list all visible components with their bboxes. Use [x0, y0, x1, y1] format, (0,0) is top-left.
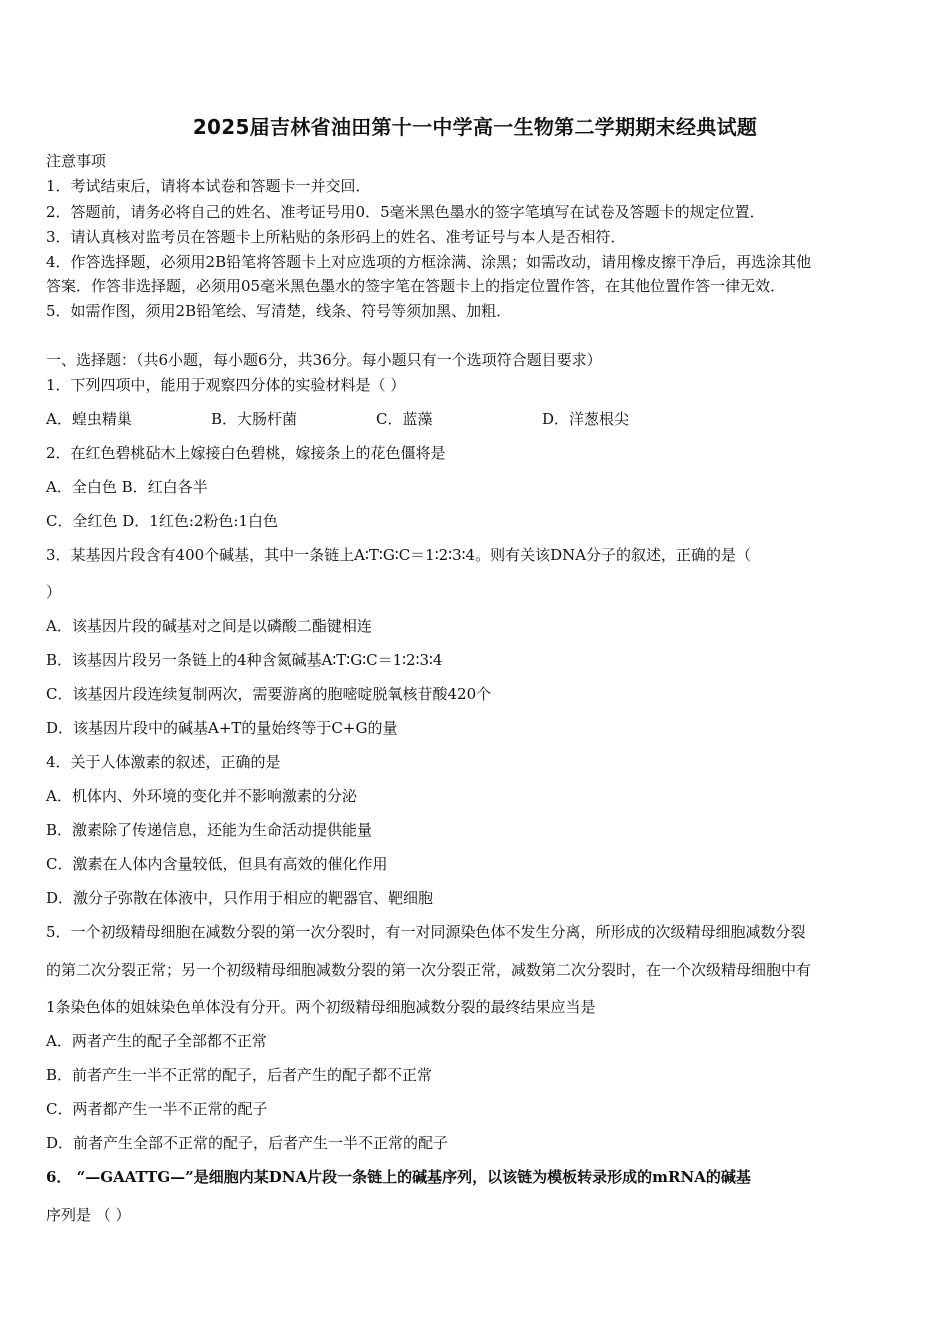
- question-5-option-d: D．前者产生全部不正常的配子，后者产生一半不正常的配子: [46, 1134, 449, 1152]
- question-1-option-d: D．洋葱根尖: [542, 410, 630, 428]
- question-2-options-row-2: C．全红色 D．1红色:2粉色:1白色: [46, 512, 279, 530]
- question-5-stem: 5．一个初级精母细胞在减数分裂的第一次分裂时，有一对同源染色体不发生分离，所形成的次级精母细胞减数分裂: [46, 923, 806, 941]
- question-3-option-a: A．该基因片段的碱基对之间是以磷酸二酯键相连: [46, 617, 372, 635]
- question-4-option-d: D．激分子弥散在体液中，只作用于相应的靶器官、靶细胞: [46, 889, 434, 907]
- question-2-stem: 2．在红色碧桃砧木上嫁接白色碧桃，嫁接条上的花色僵将是: [46, 444, 446, 462]
- question-3-option-b: B．该基因片段另一条链上的4种含氮碱基A∶T∶G∶C＝1∶2∶3∶4: [46, 651, 443, 669]
- question-4-option-c: C．激素在人体内含量较低，但具有高效的催化作用: [46, 855, 388, 873]
- question-3-option-d: D．该基因片段中的碱基A+T的量始终等于C+G的量: [46, 719, 398, 737]
- notice-item: 5．如需作图，须用2B铅笔绘、写清楚，线条、符号等须加黑、加粗．: [46, 302, 512, 320]
- page-title: 2025届吉林省油田第十一中学高一生物第二学期期末经典试题: [192, 115, 758, 139]
- notice-item: 4．作答选择题，必须用2B铅笔将答题卡上对应选项的方框涂满、涂黑；如需改动，请用橡皮擦干净后，再选涂其他: [46, 253, 812, 271]
- question-4-option-b: B．激素除了传递信息，还能为生命活动提供能量: [46, 821, 373, 839]
- question-4-stem: 4．关于人体激素的叙述，正确的是: [46, 753, 281, 771]
- question-1-option-a: A．蝗虫精巢: [46, 410, 132, 428]
- question-1-stem: 1．下列四项中，能用于观察四分体的实验材料是（ ）: [46, 376, 406, 394]
- question-4-option-a: A．机体内、外环境的变化并不影响激素的分泌: [46, 787, 357, 805]
- question-6-stem: 6． “—GAATTG—”是细胞内某DNA片段一条链上的碱基序列，以该链为模板转录形成的mRNA的碱基: [46, 1168, 751, 1186]
- notice-item: 3．请认真核对监考员在答题卡上所粘贴的条形码上的姓名、准考证号与本人是否相符．: [46, 228, 626, 246]
- section-heading: 一、选择题：（共6小题，每小题6分，共36分。每小题只有一个选项符合题目要求）: [46, 351, 602, 369]
- question-6-stem-cont: 序列是 （ ）: [46, 1206, 131, 1224]
- question-5-option-c: C．两者都产生一半不正常的配子: [46, 1100, 268, 1118]
- question-2-options-row-1: A．全白色 B．红白各半: [46, 478, 208, 496]
- question-1-option-c: C．蓝藻: [376, 410, 433, 428]
- question-5-option-b: B．前者产生一半不正常的配子，后者产生的配子都不正常: [46, 1066, 433, 1084]
- question-3-stem: 3．某基因片段含有400个碱基，其中一条链上A∶T∶G∶C＝1∶2∶3∶4。则有关该DNA分子的叙述，正确的是（: [46, 546, 752, 564]
- notice-item: 答案．作答非选择题，必须用05毫米黑色墨水的签字笔在答题卡上的指定位置作答，在其他位置作答一律无效．: [46, 277, 786, 295]
- question-5-stem-cont: 1条染色体的姐妹染色单体没有分开。两个初级精母细胞减数分裂的最终结果应当是: [46, 998, 596, 1016]
- question-1-option-b: B．大肠杆菌: [211, 410, 298, 428]
- question-5-stem-cont: 的第二次分裂正常；另一个初级精母细胞减数分裂的第一次分裂正常，减数第二次分裂时，在一个次级精母细胞中有: [46, 961, 812, 979]
- question-3-option-c: C．该基因片段连续复制两次，需要游离的胞嘧啶脱氧核苷酸420个: [46, 685, 492, 703]
- notice-item: 1．考试结束后，请将本试卷和答题卡一并交回．: [46, 177, 371, 195]
- question-3-stem-cont: ）: [46, 583, 62, 601]
- notice-heading: 注意事项: [46, 152, 107, 170]
- notice-item: 2．答题前，请务必将自己的姓名、准考证号用0．5毫米黑色墨水的签字笔填写在试卷及答题卡的规定位置．: [46, 203, 765, 221]
- question-5-option-a: A．两者产生的配子全部都不正常: [46, 1032, 267, 1050]
